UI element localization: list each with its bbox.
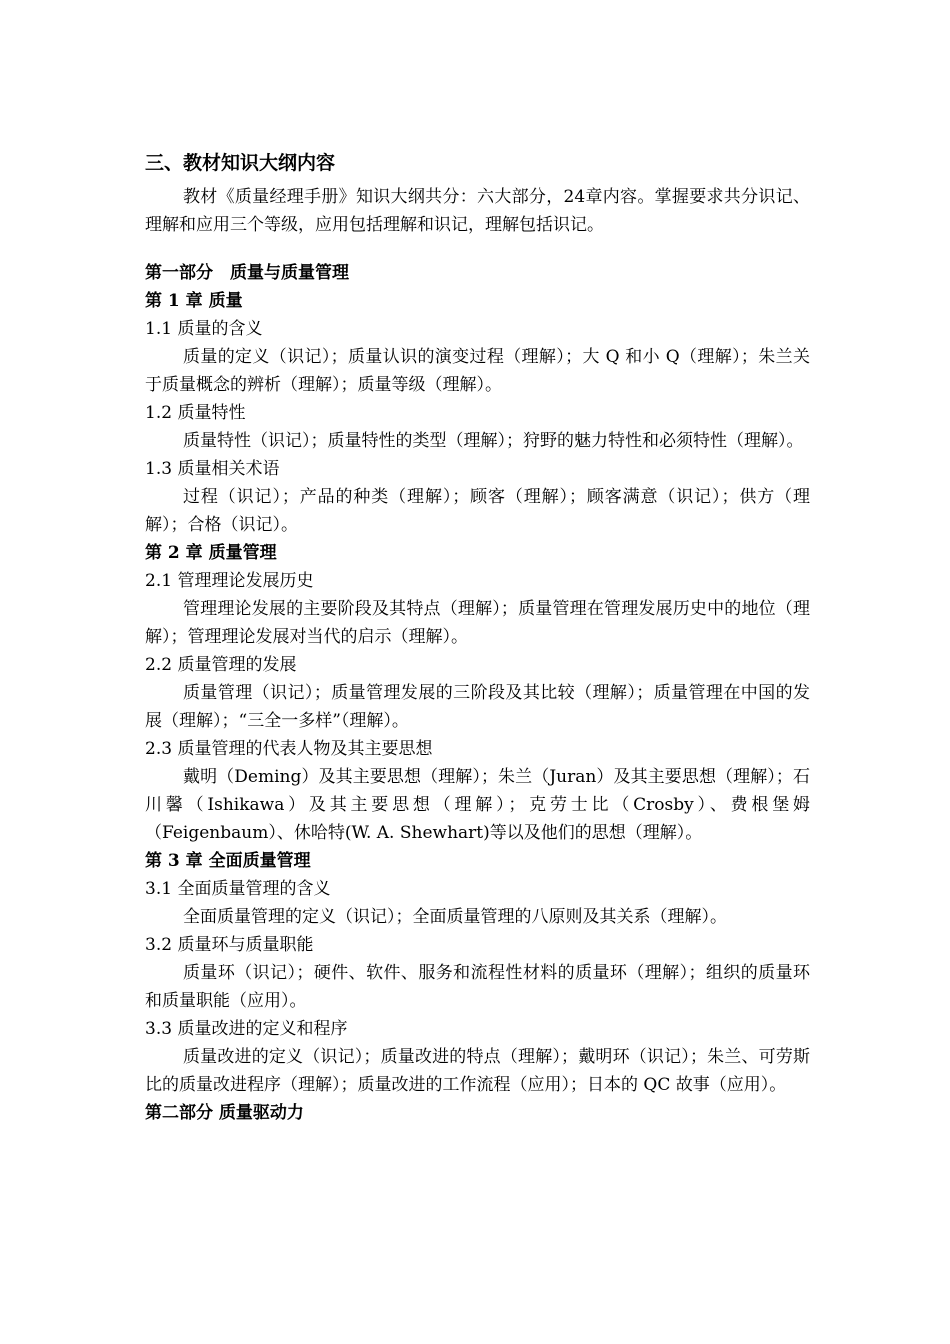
chapter-1-heading: 第 1 章 质量 (145, 291, 243, 311)
section-1-1-heading: 1.1 质量的含义 (145, 319, 263, 339)
section-1-1-body: 质量的定义（识记）；质量认识的演变过程（理解）；大 Q 和小 Q（理解）；朱兰关于质量概念的辨析（理解）；质量等级（理解）。 (145, 347, 810, 395)
section-2-1-body: 管理理论发展的主要阶段及其特点（理解）；质量管理在管理发展历史中的地位（理解）；管理理论发展对当代的启示（理解）。 (145, 599, 810, 647)
intro-paragraph: 教材《质量经理手册》知识大纲共分：六大部分，24章内容。掌握要求共分识记、理解和应用三个等级，应用包括理解和识记，理解包括识记。 (145, 187, 810, 235)
section-1-3-heading: 1.3 质量相关术语 (145, 459, 280, 479)
section-3-3-heading: 3.3 质量改进的定义和程序 (145, 1019, 348, 1039)
document-page (145, 147, 810, 1127)
part-2-heading: 第二部分 质量驱动力 (145, 1103, 304, 1123)
section-2-2-body: 质量管理（识记）；质量管理发展的三阶段及其比较（理解）；质量管理在中国的发展（理解）；“三全一多样”（理解）。 (145, 683, 810, 731)
section-2-3-body: 戴明（Deming）及其主要思想（理解）；朱兰（Juran）及其主要思想（理解）；石川馨（Ishikawa）及其主要思想（理解）；克劳士比（Crosby）、费根堡姆（Feigenbaum）、休哈特(W. A. Shewhart)等以及他们的思想（理解）。 (145, 767, 810, 843)
spacer (145, 239, 810, 259)
section-1-3-body: 过程（识记）；产品的种类（理解）；顾客（理解）；顾客满意（识记）；供方（理解）；合格（识记）。 (145, 487, 810, 535)
section-title: 三、教材知识大纲内容 (145, 152, 336, 174)
section-1-2-heading: 1.2 质量特性 (145, 403, 246, 423)
section-1-2-body: 质量特性（识记）；质量特性的类型（理解）；狩野的魅力特性和必须特性（理解）。 (183, 431, 804, 451)
chapter-3-heading: 第 3 章 全面质量管理 (145, 851, 311, 871)
section-3-2-body: 质量环（识记）；硬件、软件、服务和流程性材料的质量环（理解）；组织的质量环和质量职能（应用）。 (145, 963, 810, 1011)
chapter-2-heading: 第 2 章 质量管理 (145, 543, 277, 563)
part-1-heading: 第一部分 质量与质量管理 (145, 263, 349, 283)
section-2-1-heading: 2.1 管理理论发展历史 (145, 571, 314, 591)
section-3-1-body: 全面质量管理的定义（识记）；全面质量管理的八原则及其关系（理解）。 (183, 907, 727, 927)
section-2-3-heading: 2.3 质量管理的代表人物及其主要思想 (145, 739, 433, 759)
section-2-2-heading: 2.2 质量管理的发展 (145, 655, 297, 675)
section-3-1-heading: 3.1 全面质量管理的含义 (145, 879, 331, 899)
section-3-2-heading: 3.2 质量环与质量职能 (145, 935, 314, 955)
section-3-3-body: 质量改进的定义（识记）；质量改进的特点（理解）；戴明环（识记）；朱兰、可劳斯比的质量改进程序（理解）；质量改进的工作流程（应用）；日本的 QC 故事（应用）。 (145, 1047, 810, 1095)
